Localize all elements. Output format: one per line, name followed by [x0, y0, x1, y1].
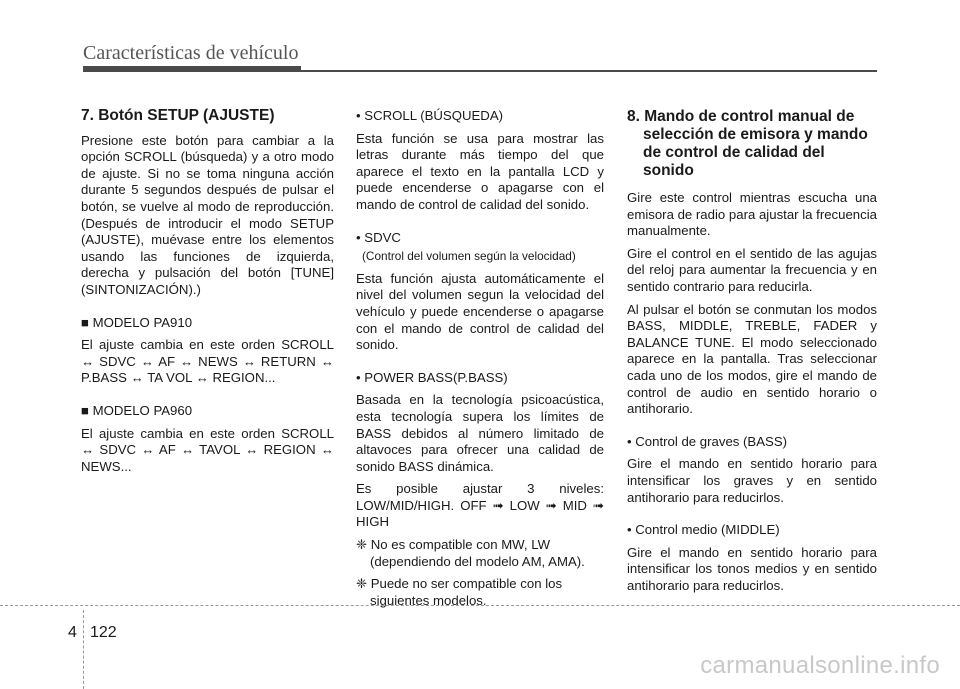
model-pa910-title: ■ MODELO PA910	[81, 314, 193, 330]
column-left	[81, 108, 334, 481]
tune-knob-heading: 8. Mando de control manual de selección de emisora y mando de control de calidad del sonido	[627, 108, 868, 179]
scroll-title: • SCROLL (BÚSQUEDA)	[356, 108, 504, 123]
middle-control-text: Gire el mando en sentido horario para intensificar los tonos medios y en sentido antihorario para reducirlos.	[627, 544, 877, 593]
footer-dashed-divider	[83, 610, 84, 689]
chapter-number: 4	[68, 624, 77, 641]
pbass-levels-text: Es posible ajustar 3 niveles: LOW/MID/HIGH. OFF ➟ LOW ➟ MID ➟ HIGH	[356, 481, 604, 530]
middle-control-title: • Control medio (MIDDLE)	[627, 522, 780, 538]
model-pa960-title: ■ MODELO PA960	[81, 402, 193, 418]
pbass-title: • POWER BASS(P.BASS)	[356, 369, 508, 385]
setup-intro-text: Presione este botón para cambiar a la opción SCROLL (búsqueda) y a otro modo de ajuste. Si no se toma ninguna acción durante 5 segundos después de pulsar el botón, se vuelve al modo de reproducción. (Después de introducir el modo SETUP (AJUSTE), muévase entre los elementos usando las funciones de izquierda, derecha y pulsación del botón [TUNE] (SINTONIZACIÓN).)	[81, 132, 334, 297]
column-middle	[356, 108, 604, 615]
note-compatibility-models: ❈ Puede no ser compatible con los siguientes modelos.	[356, 576, 563, 608]
sdvc-title-label: • SDVC	[356, 229, 401, 245]
tune-text-1: Gire este control mientras escucha una emisora de radio para ajustar la frecuencia manualmente.	[627, 190, 877, 239]
tune-text-3: Al pulsar el botón se conmutan los modos BASS, MIDDLE, TREBLE, FADER y BALANCE TUNE. El modo seleccionado aparece en la pantalla. Tras seleccionar cada uno de los modos, gire el mando de control de audio en sentido horario o antihorario.	[627, 301, 877, 417]
column-right	[627, 108, 877, 600]
tune-text-2: Gire el control en el sentido de las agujas del reloj para aumentar la frecuencia y en sentido contrario para reducirla.	[627, 245, 877, 294]
sdvc-subtitle: (Control del volumen según la velocidad)	[362, 249, 576, 264]
footer-dashed-rule	[0, 605, 960, 606]
header-rule-thin	[301, 70, 877, 72]
model-pa910-text: El ajuste cambia en este orden SCROLL ↔ SDVC ↔ AF ↔ NEWS ↔ RETURN ↔ P.BASS ↔ TA VOL ↔ REGION...	[81, 337, 334, 386]
header-rule-thick	[83, 66, 301, 72]
bass-control-title: • Control de graves (BASS)	[627, 433, 788, 449]
model-pa960-text: El ajuste cambia en este orden SCROLL ↔ SDVC ↔ AF ↔ TAVOL ↔ REGION ↔ NEWS...	[81, 425, 334, 474]
pbass-text: Basada en la tecnología psicoacústica, esta tecnología supera los límites de BASS debidos al número limitado de altavoces para ofrecer una calidad de sonido BASS dinámica.	[356, 392, 604, 474]
sdvc-text: Esta función ajusta automáticamente el nivel del volumen segun la velocidad del vehículo y puede encenderse o apagarse con el mando de control de calidad del sonido.	[356, 270, 604, 353]
page-number: 122	[90, 624, 117, 641]
section-title: Características de vehículo	[83, 42, 299, 64]
note-compatibility-mw-lw: ❈ No es compatible con MW, LW (dependiendo del modelo AM, AMA).	[356, 537, 585, 569]
sdvc-title	[356, 230, 604, 265]
site-watermark: carmanualsonline.info	[700, 652, 940, 679]
setup-button-heading: 7. Botón SETUP (AJUSTE)	[81, 107, 275, 124]
bass-control-text: Gire el mando en sentido horario para intensificar los graves y en sentido antihorario para reducirlos.	[627, 456, 877, 505]
scroll-text: Esta función se usa para mostrar las letras durante más tiempo del que aparece el texto en la pantalla LCD y puede encenderse o apagarse con el mando de control de calidad del sonido.	[356, 130, 604, 212]
